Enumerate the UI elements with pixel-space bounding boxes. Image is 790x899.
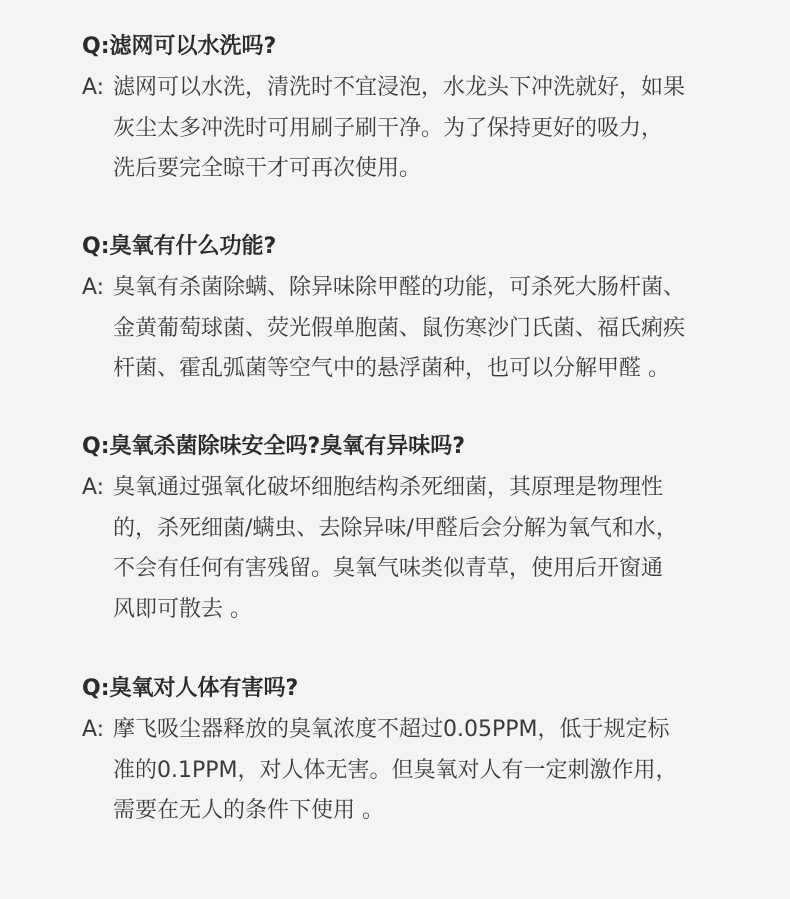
faq-question: Q:臭氧对人体有害吗? xyxy=(82,676,299,701)
faq-answer-prefix: A: xyxy=(82,475,105,500)
faq-answer-line: 不会有任何有害残留。臭氧气味类似青草，使用后开窗通 xyxy=(113,556,664,581)
faq-answer-line: 金黄葡萄球菌、荧光假单胞菌、鼠伤寒沙门氏菌、福氏痢疾 xyxy=(113,316,686,341)
faq-answer-line: 臭氧通过强氧化破坏细胞结构杀死细菌，其原理是物理性 xyxy=(113,475,664,500)
faq-answer-prefix: A: xyxy=(82,717,105,742)
faq-answer-line: 滤网可以水洗，清洗时不宜浸泡，水龙头下冲洗就好，如果 xyxy=(113,75,686,100)
faq-answer-line: 摩飞吸尘器释放的臭氧浓度不超过0.05PPM，低于规定标 xyxy=(113,717,670,742)
faq-answer-prefix: A: xyxy=(82,275,105,300)
faq-answer-line: 风即可散去 。 xyxy=(113,597,252,622)
faq-answer-line: 需要在无人的条件下使用 。 xyxy=(113,798,384,823)
faq-answer-line: 臭氧有杀菌除螨、除异味除甲醛的功能，可杀死大肠杆菌、 xyxy=(113,275,686,300)
faq-question: Q:臭氧杀菌除味安全吗?臭氧有异味吗? xyxy=(82,434,466,459)
faq-answer-line: 准的0.1PPM，对人体无害。但臭氧对人有一定刺激作用， xyxy=(113,758,678,783)
faq-question: Q:臭氧有什么功能? xyxy=(82,234,277,259)
faq-answer-line: 洗后要完全晾干才可再次使用。 xyxy=(113,156,422,181)
faq-question: Q:滤网可以水洗吗? xyxy=(82,34,277,59)
faq-answer-line: 杆菌、霍乱弧菌等空气中的悬浮菌种，也可以分解甲醛 。 xyxy=(113,356,670,381)
faq-answer-line: 灰尘太多冲洗时可用刷子刷干净。为了保持更好的吸力， xyxy=(113,116,664,141)
faq-answer-prefix: A: xyxy=(82,75,105,100)
faq-answer-line: 的，杀死细菌/螨虫、去除异味/甲醛后会分解为氧气和水， xyxy=(113,516,678,541)
